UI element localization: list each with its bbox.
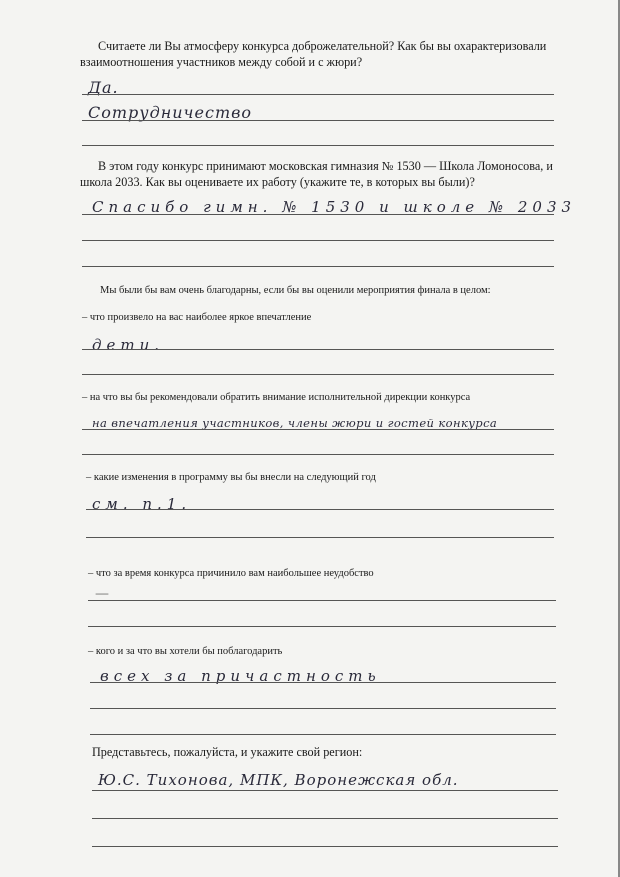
question-recommendations: – на что вы бы рекомендовали обратить внимание исполнительной дирекции конкурса: [82, 392, 471, 403]
intro-text: Мы были бы вам очень благодарны, если бы вы оценили мероприятия финала в целом:: [100, 285, 491, 296]
question-program-changes: – какие изменения в программу вы бы внесли на следующий год: [86, 472, 376, 483]
answer-line: [92, 818, 558, 819]
answer-line: [82, 214, 554, 215]
answer-line: [82, 266, 554, 267]
answer-recommendations: на впечатления участников, члены жюри и гостей конкурса: [92, 416, 498, 430]
answer-inconvenience: —: [95, 586, 110, 602]
answer-region: Ю.С. Тихонова, МПК, Воронежская обл.: [98, 771, 459, 789]
question-host-schools: В этом году конкурс принимают московская гимназия № 1530 — Школа Ломоносова, и школа 2033. Как вы оцениваете их работу (укажите те, в которых вы были)?: [80, 159, 553, 189]
question-region: Представьтесь, пожалуйста, и укажите свой регион:: [92, 745, 363, 759]
answer-program-changes: см. п.1.: [92, 495, 192, 513]
question-impression: – что произвело на вас наиболее яркое впечатление: [82, 312, 312, 323]
answer-line: [90, 682, 556, 683]
answer-line: [82, 349, 554, 350]
question-inconvenience: – что за время конкурса причинило вам наибольшее неудобство: [88, 568, 374, 579]
answer-line: [90, 708, 556, 709]
answer-line: [82, 120, 554, 121]
answer-impression: дети.: [92, 336, 165, 354]
answer-gratitude: всех за причастность: [100, 667, 381, 685]
answer-line: [86, 509, 554, 510]
question-gratitude: – кого и за что вы хотели бы поблагодарить: [88, 646, 283, 657]
answer-line: [88, 626, 556, 627]
answer-line: [82, 454, 554, 455]
answer-line: [92, 846, 558, 847]
answer-atmosphere-line1: Да.: [88, 78, 119, 97]
answer-atmosphere-line2: Сотрудничество: [88, 103, 253, 122]
answer-line: [92, 790, 558, 791]
answer-line: [82, 240, 554, 241]
answer-host-schools: Спасибо гимн. № 1530 и школе № 2033: [92, 198, 577, 216]
answer-line: [82, 374, 554, 375]
answer-line: [82, 94, 554, 95]
answer-line: [82, 145, 554, 146]
answer-line: [86, 537, 554, 538]
answer-line: [90, 734, 556, 735]
question-atmosphere: Считаете ли Вы атмосферу конкурса доброжелательной? Как бы вы охарактеризовали взаимоотношения участников между собой и с жюри?: [80, 39, 547, 69]
answer-line: [88, 600, 556, 601]
answer-line: [82, 429, 554, 430]
